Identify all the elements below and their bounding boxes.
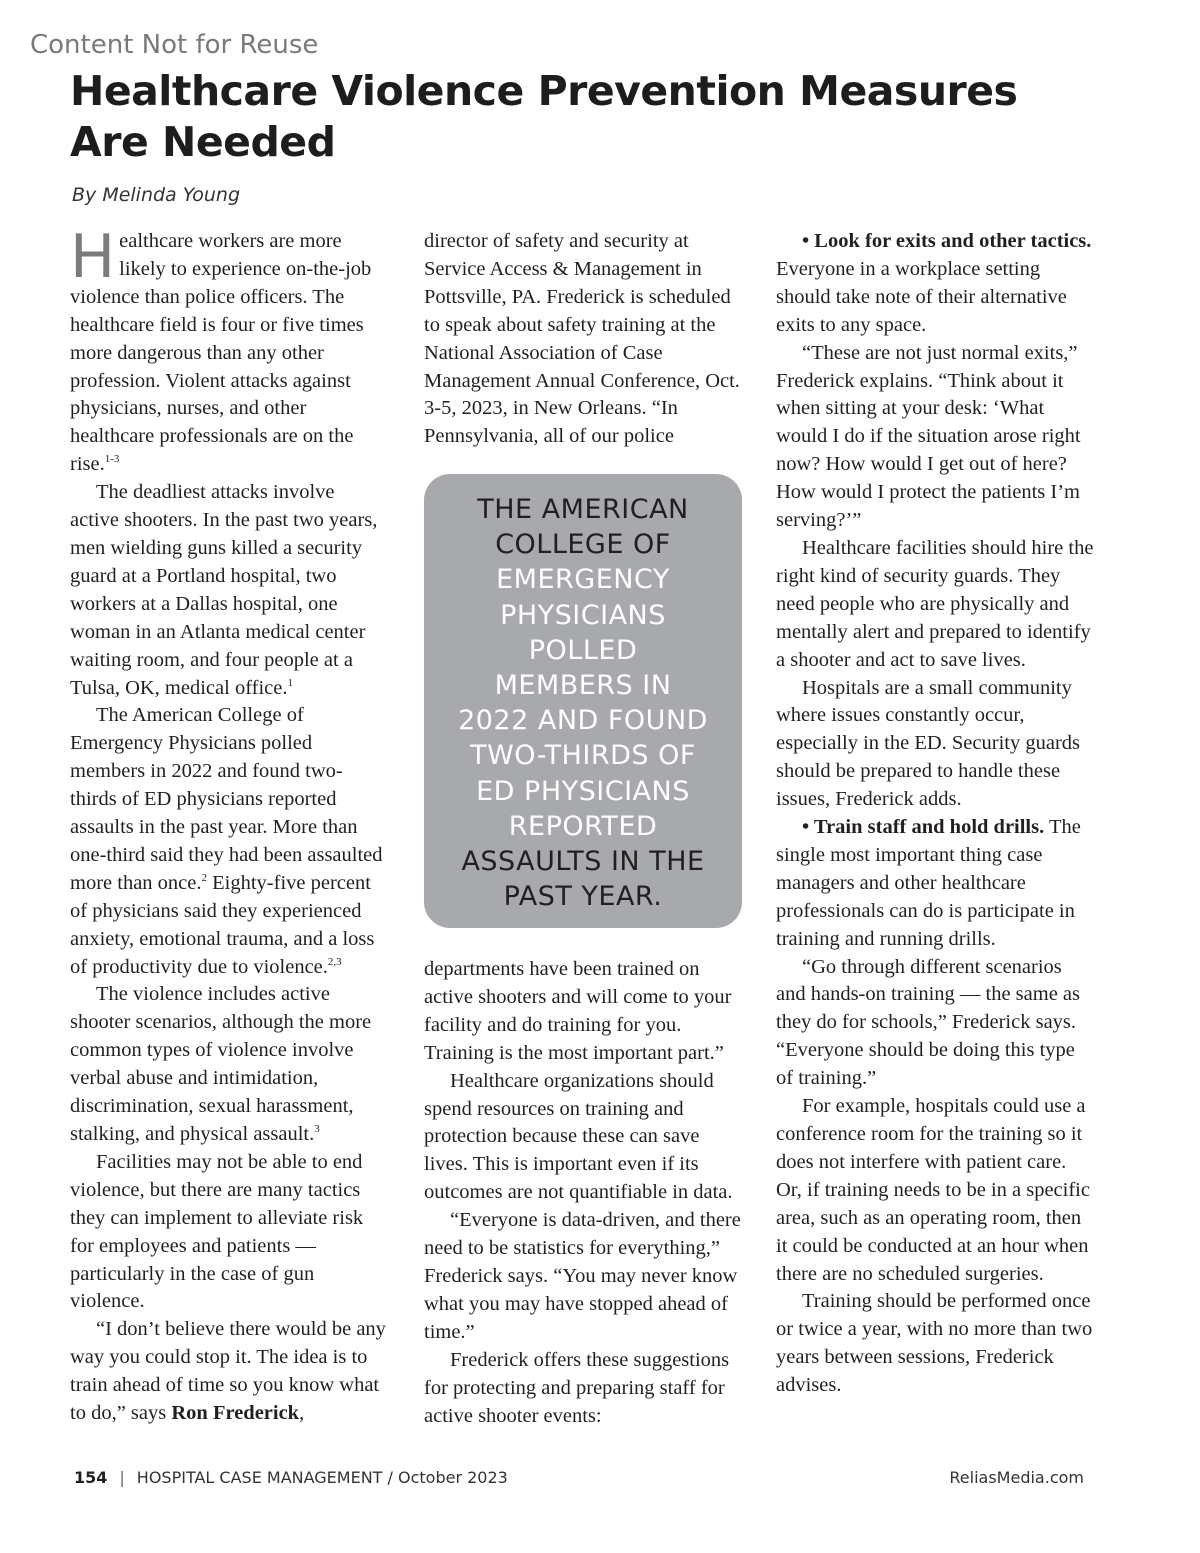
- paragraph: Healthcare organizations should spend resources on training and protection because these can save lives. This is important even if its outcomes are not quantifiable in data.: [424, 1069, 733, 1204]
- callout-line: POLLED: [528, 634, 638, 666]
- paragraph: Healthcare workers are more likely to experience on-the-job violence than police officers. The healthcare field is four or five times more dangerous than any other profession. Violent attacks against physicians, nurses, and other healthcare professionals are on the rise.$^{1-3}$: [70, 222, 372, 476]
- callout-line: ED PHYSICIANS: [476, 775, 690, 807]
- byline: By Melinda Young: [72, 184, 241, 206]
- callout-line: EMERGENCY: [496, 564, 670, 596]
- footnote-ref: 3: [314, 1123, 320, 1136]
- column-2-bottom: [424, 956, 742, 1430]
- paragraph: Training should be performed once or twice a year, with no more than two years between sessions, Frederick advises.: [776, 1290, 1093, 1397]
- callout-line: PHYSICIANS: [500, 599, 666, 631]
- paragraph: “Go through different scenarios and hands-on training — the same as they do for schools,” Frederick says. “Everyone should be doing this type of training.”: [776, 955, 1081, 1090]
- subhead: • Train staff and hold drills.: [802, 816, 1045, 839]
- paragraph: The deadliest attacks involve active shooters. In the past two years, men wielding guns killed a security guard at a Portland hospital, two workers at a Dallas hospital, one woman in an Atlanta medical center waiting room, and four people at a Tulsa, OK, medical office.$^1$: [70, 481, 378, 699]
- column-3: [776, 228, 1094, 1400]
- title-line-2: Are Needed: [70, 118, 336, 166]
- paragraph: “Everyone is data-driven, and there need to be statistics for everything,” Frederick says. “You may never know what you may have stopped ahead of time.”: [424, 1209, 741, 1343]
- paragraph: departments have been trained on active shooters and will come to your facility and do training for you. Training is the most important part.”: [424, 958, 732, 1064]
- footer-left: [74, 1468, 508, 1487]
- callout-line: COLLEGE OF: [495, 529, 671, 561]
- footnote-ref: 2,3: [327, 955, 342, 968]
- callout-line: ASSAULTS IN THE: [461, 846, 705, 878]
- person-name: Ron Frederick: [171, 1402, 300, 1425]
- column-2-top: [424, 228, 742, 451]
- paragraph: “These are not just normal exits,” Frederick explains. “Think about it when sitting at your desk: ‘What would I do if the situation arose right now? How would I get out of here? How would I protect the patients I’m serving?’”: [776, 341, 1081, 532]
- paragraph: “I don’t believe there would be any way you could stop it. The idea is to train ahead of time so you know what to do,” says Ron Frederick,: [70, 1318, 386, 1425]
- article-title: [70, 66, 1070, 168]
- paragraph: Hospitals are a small community where issues constantly occur, especially in the ED. Security guards should be prepared to handle these issues, Frederick adds.: [776, 676, 1080, 811]
- callout-line: REPORTED: [508, 810, 658, 842]
- column-1: [70, 222, 388, 1428]
- paragraph: Healthcare facilities should hire the right kind of security guards. They need people who are physically and mentally alert and prepared to identify a shooter and act to save lives.: [776, 536, 1094, 671]
- page-number: 154: [74, 1468, 108, 1487]
- callout-line: THE AMERICAN: [477, 494, 689, 525]
- paragraph: The violence includes active shooter scenarios, although the more common types of violence involve verbal abuse and intimidation, discrimination, sexual harassment, stalking, and physical assault.$^3$: [70, 983, 372, 1145]
- drop-cap: H: [70, 222, 116, 292]
- title-line-1: Healthcare Violence Prevention Measures: [70, 67, 1018, 115]
- footnote-ref: 1-3: [104, 453, 120, 466]
- paragraph: The American College of Emergency Physicians polled members in 2022 and found two-thirds of ED physicians reported assaults in the past year. More than one-third said they had been assaulted more than once.$^2$ Eighty-five percent of physicians said they experienced anxiety, emotional trauma, and a loss of productivity due to violence.$^{2,3}$: [70, 704, 383, 978]
- publication-info: HOSPITAL CASE MANAGEMENT / October 2023: [136, 1468, 508, 1487]
- callout-line: 2022 AND FOUND: [458, 705, 708, 737]
- footnote-ref: 2: [201, 872, 207, 885]
- watermark: Content Not for Reuse: [30, 30, 319, 60]
- paragraph: • Train staff and hold drills. The single most important thing case managers and other healthcare professionals can do is participate in training and running drills.: [776, 816, 1081, 950]
- callout-line: MEMBERS IN: [494, 670, 672, 702]
- subhead: • Look for exits and other tactics.: [802, 230, 1092, 252]
- pull-quote-callout: [424, 474, 742, 928]
- paragraph: director of safety and security at Service Access & Management in Pottsville, PA. Frederick is scheduled to speak about safety training at the National Association of Case Management Annual Conference, Oct. 3-5, 2023, in New Orleans. “In Pennsylvania, all of our police: [424, 230, 740, 448]
- footer-site: ReliasMedia.com: [949, 1468, 1084, 1487]
- paragraph: For example, hospitals could use a conference room for the training so it does not interfere with patient care. Or, if training needs to be in a specific area, such as an operating room, then it could be conducted at an hour when there are no scheduled surgeries.: [776, 1095, 1090, 1285]
- callout-line: PAST YEAR.: [503, 881, 663, 913]
- callout-line: TWO-THIRDS OF: [470, 740, 696, 772]
- footnote-ref: 1: [287, 676, 293, 689]
- footer-separator: |: [119, 1468, 125, 1487]
- paragraph: Facilities may not be able to end violence, but there are many tactics they can implement to alleviate risk for employees and patients — particularly in the case of gun violence.: [70, 1150, 364, 1313]
- paragraph: • Look for exits and other tactics. Everyone in a workplace setting should take note of their alternative exits to any space.: [776, 230, 1092, 336]
- paragraph: Frederick offers these suggestions for protecting and preparing staff for active shooter events:: [424, 1348, 730, 1427]
